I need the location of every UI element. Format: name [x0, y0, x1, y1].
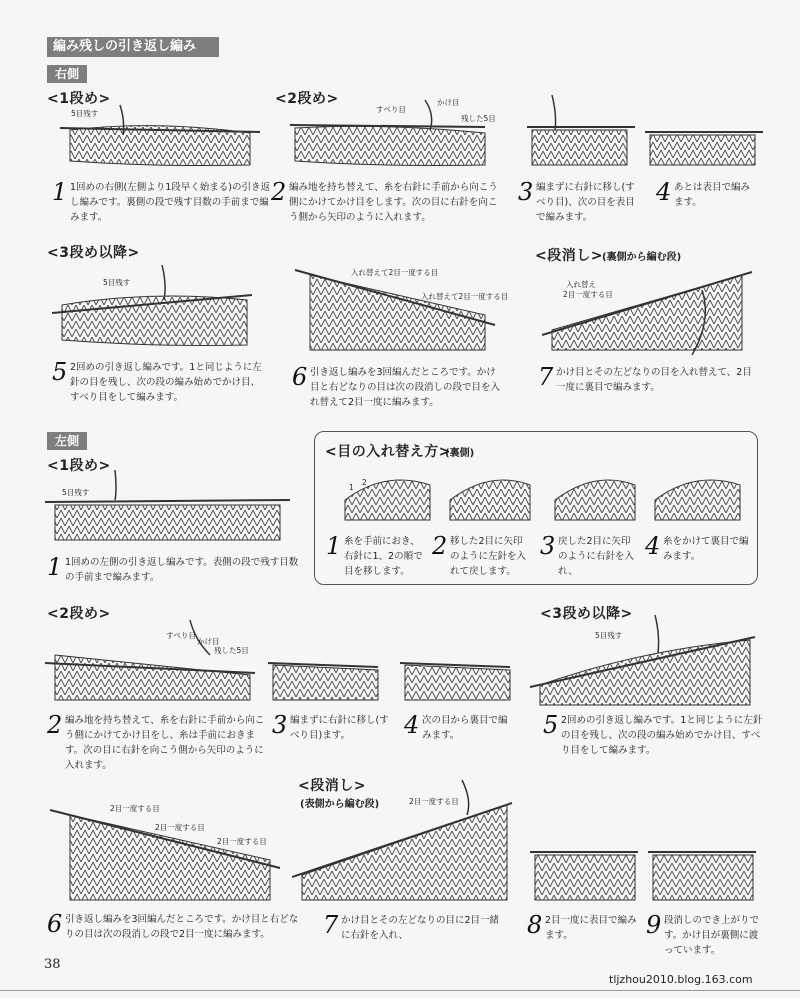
label-five-left: 5目残す	[71, 109, 99, 118]
right-undo-heading: <段消し>	[535, 248, 603, 264]
label-five-left-3: 5目残す	[103, 278, 131, 287]
step-left-1: 1 1回めの左側の引き返し編みです。表側の段で残す目数の手前まで編みます。	[47, 553, 299, 583]
swap-step-4: 4 糸をかけて裏目で編みます。	[645, 532, 749, 562]
label-swap-k2tog-4: 2目一度する目	[563, 290, 613, 299]
right-row2-heading: <2段め>	[275, 91, 339, 107]
knit-diagram-right-5	[52, 265, 257, 355]
knit-diagram-left-2	[45, 615, 260, 705]
swap-sub: (裏側)	[445, 448, 475, 459]
step-left-4: 4 次の目から裏目で編みます。	[404, 711, 508, 741]
step-left-5: 5 2回めの引き返し編みです。1と同じように左針の目を残し、次の段の編み始めでかけ目、すべり目をして編みます。	[543, 711, 763, 756]
knit-diagram-left-8	[530, 815, 640, 905]
step-right-2: 2 編み地を持ち替えて、糸を右針に手前から向こう側にかけてかけ目をします。次の目に右針を向こう側から矢印のように入れます。	[271, 178, 498, 223]
step-left-2: 2 編み地を持ち替えて、糸を右針に手前から向こう側にかけてかけ目をし、糸は手前におきます。次の目に右針を向こう側から矢印のように入れます。	[47, 711, 265, 771]
step-right-1: 1 1回めの右側(左側より1段早く始まる)の引き返し編みです。裏側の段で残す目数の手前まで編みます。	[52, 178, 271, 223]
knit-diagram-left-6	[45, 790, 285, 905]
bottom-rule	[0, 990, 800, 991]
label-k2tog-b: 2目一度する目	[155, 823, 205, 832]
left-row2-heading: <2段め>	[47, 606, 111, 622]
step-right-5: 5 2回めの引き返し編みです。1と同じように左針の目を残し、次の段の編み始めでかけ目、すべり目をして編みます。	[52, 358, 262, 403]
step-right-7: 7 かけ目とその左どなりの目を入れ替えて、2目一度に裏目で編みます。	[538, 363, 752, 393]
left-undo-sub: (表側から編む段)	[300, 799, 380, 810]
left-row1-heading: <1段め>	[47, 458, 111, 474]
label-k2tog-d: 2目一度する目	[409, 797, 459, 806]
knit-diagram-left-5	[530, 615, 760, 710]
left-row3-heading: <3段め以降>	[540, 606, 633, 622]
label-left-slip: すべり目	[166, 631, 196, 640]
right-side-tag: 右側	[47, 65, 87, 83]
right-row1-heading: <1段め>	[47, 91, 111, 107]
label-left-yarn-over: かけ目	[197, 637, 220, 646]
swap-heading: <目の入れ替え方>	[325, 444, 451, 460]
label-left-five-left-2: 残した5目	[214, 646, 249, 655]
swap-step-3: 3 戻した2目に矢印のように右針を入れ、	[540, 532, 635, 577]
step-right-6: 6 引き返し編みを3回編んだところです。かけ目と右どなりの目は次の段消しの段で目を入れ替えて2目一度に編みます。	[292, 363, 501, 408]
step-left-8: 8 2目一度に表目で編みます。	[527, 911, 637, 941]
step-left-9: 9 段消しのでき上がりです。かけ目が裏側に渡っています。	[646, 911, 760, 956]
knit-diagram-left-9	[648, 815, 758, 905]
knit-diagram-right-4	[645, 110, 765, 175]
label-k2tog-a: 2目一度する目	[110, 804, 160, 813]
label-swap-k2tog-1: 入れ替えて2目一度する目	[351, 268, 439, 277]
label-k2tog-c: 2目一度する目	[217, 837, 267, 846]
swap-label-2: 2	[362, 478, 367, 487]
swap-diagram-2	[445, 465, 535, 525]
page-title: 編み残しの引き返し編み	[47, 37, 219, 57]
swap-step-2: 2 移した2目に矢印のように左針を入れて戻します。	[432, 532, 527, 577]
knit-diagram-right-1	[55, 95, 265, 175]
swap-diagram-4	[650, 465, 745, 525]
step-left-6: 6 引き返し編みを3回編んだところです。かけ目と右どなりの目は次の段消しの段で2目一度に編みます。	[47, 910, 299, 940]
swap-step-1: 1 糸を手前におき、右針に1、2の順で目を移します。	[326, 532, 423, 577]
label-left-five-left-3: 5目残す	[595, 631, 623, 640]
label-yarn-over: かけ目	[437, 98, 460, 107]
swap-diagram-3	[550, 465, 640, 525]
knit-diagram-right-7	[542, 260, 762, 360]
step-right-3: 3 編まずに右針に移し(すべり目)、次の目を表目で編みます。	[518, 178, 635, 223]
knit-diagram-right-3	[527, 95, 637, 175]
label-swap-k2tog-2: 入れ替えて2目一度する目	[421, 292, 509, 301]
label-swap-k2tog-3: 入れ替え	[566, 280, 596, 289]
knit-diagram-left-4	[400, 635, 515, 705]
left-undo-heading: <段消し>	[298, 778, 366, 794]
swap-diagram-1	[340, 465, 435, 525]
label-slip: すべり目	[376, 105, 406, 114]
knit-diagram-left-1	[45, 470, 290, 545]
page-number: 38	[44, 957, 61, 972]
knit-diagram-left-3	[268, 625, 383, 705]
label-left-five-left: 5目残す	[62, 488, 90, 497]
step-right-4: 4 あとは表目で編みます。	[656, 178, 751, 208]
right-row3-heading: <3段め以降>	[47, 245, 140, 261]
step-left-3: 3 編まずに右針に移し(すべり目)ます。	[272, 711, 389, 741]
knit-diagram-left-7	[292, 775, 522, 905]
watermark: tljzhou2010.blog.163.com	[609, 973, 753, 986]
left-side-tag: 左側	[47, 432, 87, 450]
label-five-left-2: 残した5目	[461, 114, 496, 123]
right-undo-sub: (裏側から編む段)	[602, 252, 682, 263]
step-left-7: 7 かけ目とその左どなりの目に2目一緒に右針を入れ、	[323, 911, 500, 941]
swap-label-1: 1	[349, 483, 354, 492]
